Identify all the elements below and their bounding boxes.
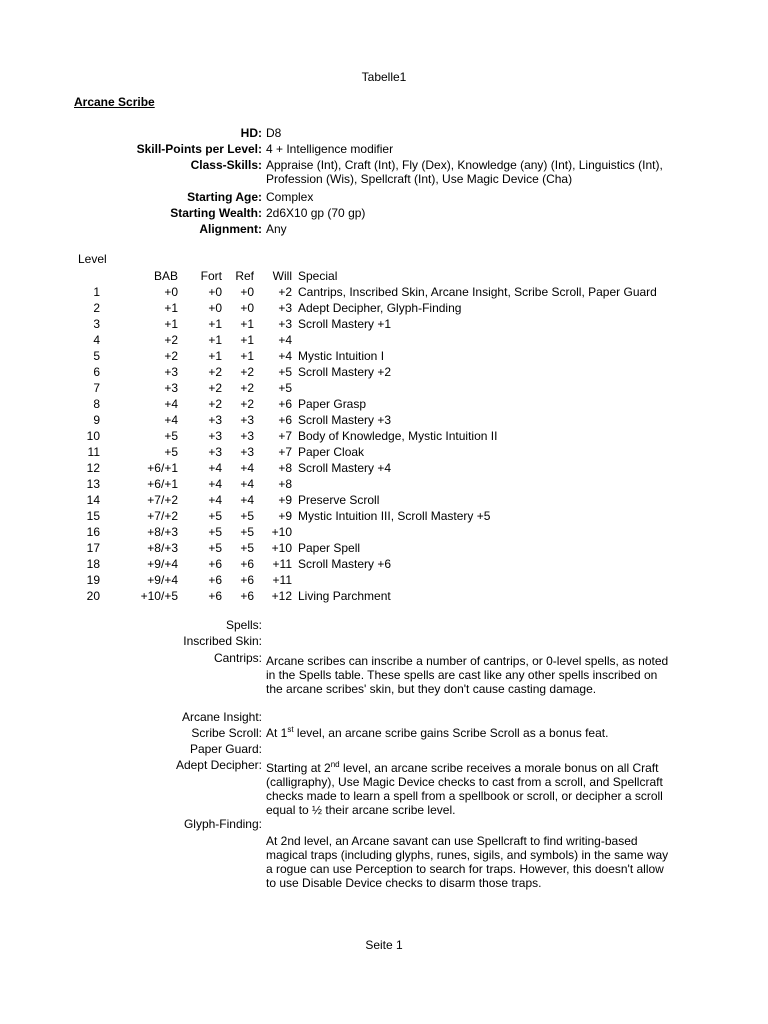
info-label: Skill-Points per Level:: [136, 142, 262, 156]
cell-special: Living Parchment: [298, 589, 391, 603]
cell-bab: +5: [164, 445, 178, 459]
cell-will: +5: [278, 365, 292, 379]
cell-ref: +5: [240, 509, 254, 523]
table-row: [70, 572, 657, 588]
header-bab: BAB: [153, 269, 178, 283]
table-row: [70, 428, 657, 444]
table-row: [70, 556, 657, 572]
feature-label: Spells:: [225, 618, 262, 632]
cell-bab: +6/+1: [147, 461, 178, 475]
cell-level: 5: [93, 349, 100, 363]
cell-will: +10: [271, 541, 292, 555]
table-row: [70, 540, 657, 556]
feature-text: [266, 761, 676, 817]
cell-ref: +0: [240, 285, 254, 299]
cell-will: +8: [278, 461, 292, 475]
feature-label: Glyph-Finding:: [183, 817, 262, 831]
cell-will: +5: [278, 381, 292, 395]
cell-ref: +4: [240, 493, 254, 507]
cell-ref: +4: [240, 477, 254, 491]
cell-will: +7: [278, 429, 292, 443]
cell-level: 18: [86, 557, 100, 571]
cell-special: Mystic Intuition I: [298, 349, 385, 363]
cell-level: 4: [93, 333, 100, 347]
cell-will: +8: [278, 477, 292, 491]
cell-fort: +0: [208, 285, 222, 299]
table-row: [70, 300, 657, 316]
cell-ref: +2: [240, 397, 254, 411]
cell-special: Scroll Mastery +3: [298, 413, 392, 427]
cell-ref: +5: [240, 525, 254, 539]
info-value: Complex: [266, 190, 314, 204]
table-row: [70, 396, 657, 412]
cell-fort: +3: [208, 413, 222, 427]
cell-ref: +1: [240, 333, 254, 347]
cell-ref: +3: [240, 413, 254, 427]
cell-fort: +1: [208, 333, 222, 347]
cell-special: [292, 332, 657, 348]
cell-fort: +4: [208, 493, 222, 507]
table-row: [70, 412, 657, 428]
feature-label: Paper Guard:: [189, 742, 262, 756]
cell-fort: +2: [208, 397, 222, 411]
cell-bab: +5: [164, 429, 178, 443]
cell-will: +7: [278, 445, 292, 459]
cell-special: [292, 476, 657, 492]
feature-label: Arcane Insight:: [181, 710, 262, 724]
cell-will: +4: [278, 349, 292, 363]
feature-text: At 2nd level, an Arcane savant can use Spellcraft to find writing-based magical traps (including glyphs, runes, sigils, and symbols) in the same way a rogue can use Perception to search for traps. However, this doesn't allow to use Disable Device checks to disarm those traps.: [266, 834, 669, 890]
cell-will: +3: [278, 317, 292, 331]
cell-fort: +5: [208, 525, 222, 539]
cell-level: 16: [86, 525, 100, 539]
info-value: 2d6X10 gp (70 gp): [266, 206, 366, 220]
cell-bab: +10/+5: [140, 589, 178, 603]
header-fort: Fort: [200, 269, 222, 283]
info-label: HD:: [240, 126, 262, 140]
feature-text-part: Starting at 2: [266, 761, 331, 775]
page-footer: Seite 1: [365, 938, 403, 952]
info-value: D8: [266, 126, 282, 140]
cell-level: 1: [93, 285, 100, 299]
feature-text-part: level, an arcane scribe gains Scribe Scroll as a bonus feat.: [293, 726, 609, 740]
cell-special: Scroll Mastery +2: [298, 365, 392, 379]
table-row: [70, 364, 657, 380]
feature-text-part: level, an arcane scribe receives a morale bonus on all Craft (calligraphy), Use Magic Device checks to cast from a scroll, and Spellcraft checks made to learn a spell from a spellbook or scroll, or decipher a scroll equal to ½ their arcane scribe level.: [266, 761, 663, 817]
header-level: [70, 268, 100, 284]
cell-bab: +1: [164, 317, 178, 331]
cell-ref: +0: [240, 301, 254, 315]
feature-label: Scribe Scroll:: [191, 726, 262, 740]
cell-ref: +6: [240, 557, 254, 571]
feature-label: Adept Decipher:: [175, 758, 262, 772]
info-value: 4 + Intelligence modifier: [266, 142, 394, 156]
cell-level: 6: [93, 365, 100, 379]
table-row: [70, 460, 657, 476]
class-title: Arcane Scribe: [74, 95, 155, 109]
cell-special: Paper Cloak: [298, 445, 365, 459]
table-row: [70, 508, 657, 524]
cell-bab: +8/+3: [147, 525, 178, 539]
level-progression-table: [70, 268, 657, 604]
cell-level: 14: [86, 493, 100, 507]
info-label: Starting Age:: [187, 190, 262, 204]
cell-level: 19: [86, 573, 100, 587]
cell-fort: +2: [208, 365, 222, 379]
cell-level: 17: [86, 541, 100, 555]
info-label: Starting Wealth:: [170, 206, 262, 220]
cell-fort: +0: [208, 301, 222, 315]
cell-special: Paper Spell: [298, 541, 361, 555]
cell-fort: +5: [208, 541, 222, 555]
cell-fort: +6: [208, 589, 222, 603]
cell-level: 12: [86, 461, 100, 475]
cell-will: +9: [278, 509, 292, 523]
table-row: [70, 492, 657, 508]
table-row: [70, 588, 657, 604]
cell-special: Preserve Scroll: [298, 493, 380, 507]
cell-level: 3: [93, 317, 100, 331]
cell-level: 7: [93, 381, 100, 395]
sheet-title: Tabelle1: [361, 70, 407, 84]
cell-special: Scroll Mastery +1: [298, 317, 392, 331]
cell-fort: +4: [208, 461, 222, 475]
cell-special: Scroll Mastery +6: [298, 557, 392, 571]
cell-level: 11: [87, 445, 100, 459]
cell-bab: +9/+4: [147, 573, 178, 587]
cell-special: [292, 380, 657, 396]
cell-bab: +7/+2: [147, 509, 178, 523]
cell-bab: +2: [164, 349, 178, 363]
cell-will: +10: [271, 525, 292, 539]
feature-text-part: At 1: [266, 726, 288, 740]
cell-fort: +3: [208, 429, 222, 443]
cell-fort: +4: [208, 477, 222, 491]
cell-will: +11: [272, 557, 292, 571]
cell-will: +6: [278, 397, 292, 411]
cell-will: +6: [278, 413, 292, 427]
feature-label: Inscribed Skin:: [183, 634, 262, 648]
cell-fort: +5: [208, 509, 222, 523]
info-label: Alignment:: [199, 222, 262, 236]
cell-will: +2: [278, 285, 292, 299]
cell-ref: +6: [240, 589, 254, 603]
table-header-row: [70, 268, 657, 284]
ordinal-suffix: st: [287, 725, 294, 734]
cell-bab: +2: [164, 333, 178, 347]
cell-bab: +1: [164, 301, 178, 315]
cell-bab: +3: [164, 381, 178, 395]
cell-ref: +2: [240, 381, 254, 395]
info-label: Class-Skills:: [190, 158, 262, 172]
cell-fort: +1: [208, 317, 222, 331]
cell-will: +9: [278, 493, 292, 507]
info-value: Appraise (Int), Craft (Int), Fly (Dex), Knowledge (any) (Int), Linguistics (Int), Profession (Wis), Spellcraft (Int), Use Magic Device (Cha): [266, 158, 663, 186]
cell-ref: +2: [240, 365, 254, 379]
header-special: Special: [298, 269, 338, 283]
cell-fort: +2: [208, 381, 222, 395]
cell-ref: +3: [240, 445, 254, 459]
cell-will: +12: [271, 589, 292, 603]
cell-ref: +5: [240, 541, 254, 555]
table-row: [70, 284, 657, 300]
cell-bab: +0: [164, 285, 178, 299]
info-value: Any: [266, 222, 287, 236]
table-row: [70, 524, 657, 540]
table-row: [70, 476, 657, 492]
cell-bab: +9/+4: [147, 557, 178, 571]
table-row: [70, 380, 657, 396]
table-row: [70, 332, 657, 348]
cell-ref: +6: [240, 573, 254, 587]
cell-special: Mystic Intuition III, Scroll Mastery +5: [298, 509, 491, 523]
cell-ref: +1: [240, 349, 254, 363]
cell-special: Scroll Mastery +4: [298, 461, 392, 475]
cell-level: 8: [93, 397, 100, 411]
cell-special: [292, 524, 657, 540]
cell-special: Body of Knowledge, Mystic Intuition II: [298, 429, 498, 443]
feature-label: Cantrips:: [213, 651, 262, 665]
cell-level: 13: [86, 477, 100, 491]
cell-level: 20: [86, 589, 100, 603]
cell-fort: +6: [208, 557, 222, 571]
cell-special: Paper Grasp: [298, 397, 367, 411]
cell-bab: +8/+3: [147, 541, 178, 555]
cell-fort: +3: [208, 445, 222, 459]
cell-ref: +4: [240, 461, 254, 475]
cell-bab: +3: [164, 365, 178, 379]
cell-fort: +6: [208, 573, 222, 587]
cell-ref: +3: [240, 429, 254, 443]
cell-level: 15: [86, 509, 100, 523]
feature-text: [266, 726, 676, 740]
header-ref: Ref: [235, 269, 254, 283]
cell-level: 2: [93, 301, 100, 315]
level-label: Level: [78, 252, 107, 266]
table-row: [70, 444, 657, 460]
table-row: [70, 348, 657, 364]
cell-will: +11: [272, 573, 292, 587]
cell-special: Cantrips, Inscribed Skin, Arcane Insight, Scribe Scroll, Paper Guard: [298, 285, 657, 299]
cell-fort: +1: [208, 349, 222, 363]
cell-bab: +7/+2: [147, 493, 178, 507]
cell-special: [292, 572, 657, 588]
cell-special: Adept Decipher, Glyph-Finding: [298, 301, 462, 315]
cell-will: +3: [278, 301, 292, 315]
cell-ref: +1: [240, 317, 254, 331]
cell-level: 9: [93, 413, 100, 427]
cell-level: 10: [86, 429, 100, 443]
cell-bab: +4: [164, 397, 178, 411]
feature-text: Arcane scribes can inscribe a number of cantrips, or 0-level spells, as noted in the Spells table. These spells are cast like any other spells inscribed on the arcane scribes' skin, but they don't cause casting damage.: [266, 654, 669, 696]
cell-bab: +4: [164, 413, 178, 427]
header-will: Will: [272, 269, 292, 283]
cell-will: +4: [278, 333, 292, 347]
table-row: [70, 316, 657, 332]
ordinal-suffix: nd: [330, 760, 340, 769]
cell-bab: +6/+1: [147, 477, 178, 491]
